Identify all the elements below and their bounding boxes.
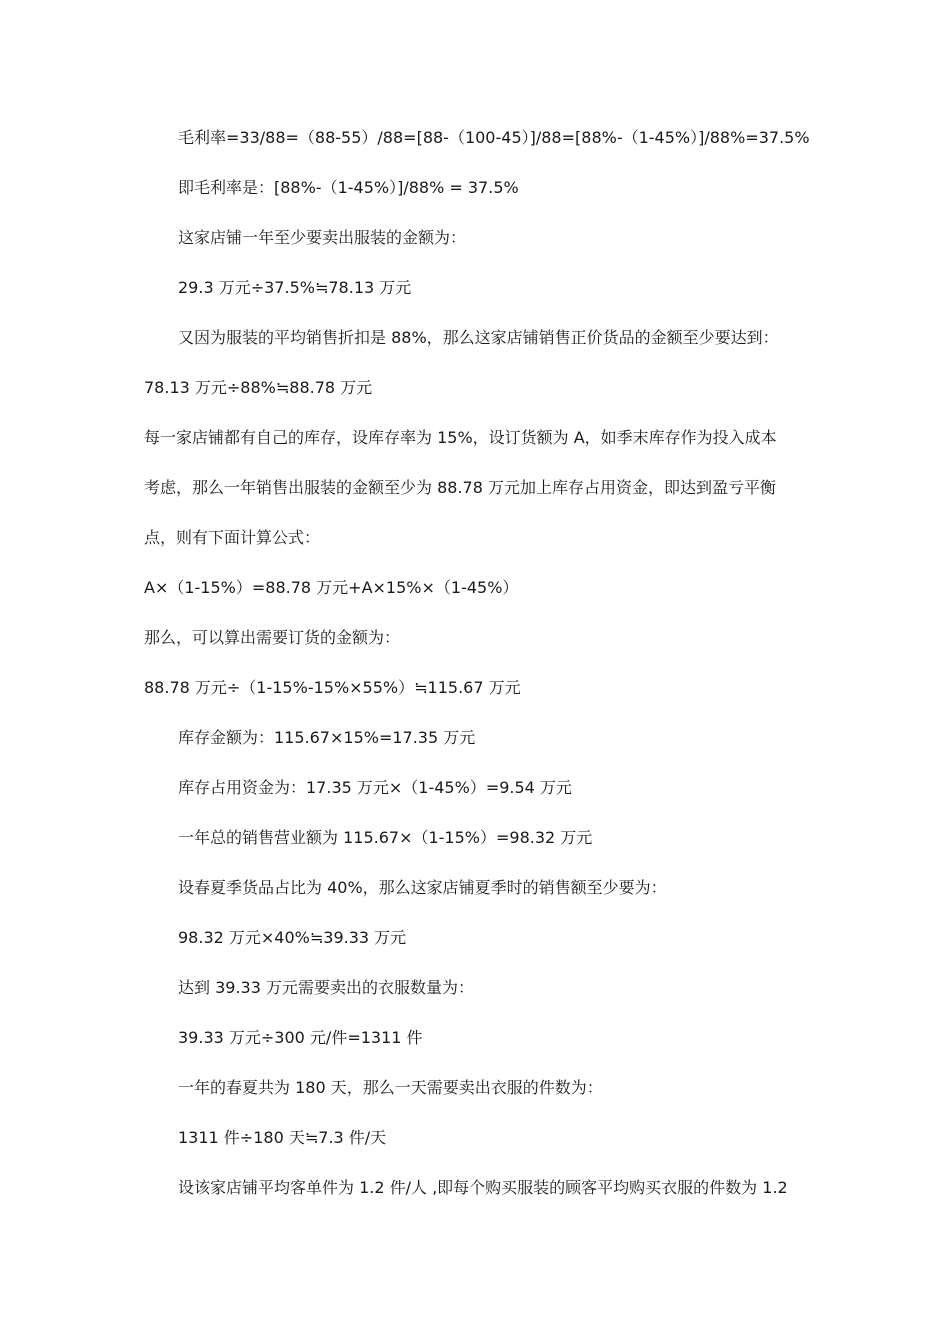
clothing-quantity-heading: 达到 39.33 万元需要卖出的衣服数量为： [178, 978, 474, 997]
inventory-paragraph-line-2: 考虑，那么一年销售出服装的金额至少为 88.78 万元加上库存占用资金，即达到盈亏平衡 [144, 478, 776, 497]
full-price-formula: 78.13 万元÷88%≒88.78 万元 [144, 378, 373, 397]
formula-gross-margin: 毛利率=33/88=（88-55）/88=[88-（100-45）]/88=[88%-（1-45%）]/88%=37.5% [178, 128, 810, 147]
summer-sales-formula: 98.32 万元×40%≒39.33 万元 [178, 928, 407, 947]
inventory-paragraph-line-3: 点，则有下面计算公式： [144, 528, 321, 547]
min-sales-heading: 这家店铺一年至少要卖出服装的金额为： [178, 228, 467, 247]
discount-paragraph: 又因为服装的平均销售折扣是 88%，那么这家店铺销售正价货品的金额至少要达到： [178, 328, 779, 347]
min-sales-formula: 29.3 万元÷37.5%≒78.13 万元 [178, 278, 412, 297]
gross-margin-result: 即毛利率是：[88%-（1-45%）]/88% = 37.5% [178, 178, 519, 197]
inventory-amount: 库存金额为：115.67×15%=17.35 万元 [178, 728, 476, 747]
order-amount-formula: 88.78 万元÷（1-15%-15%×55%）≒115.67 万元 [144, 678, 521, 697]
annual-revenue: 一年总的销售营业额为 115.67×（1-15%）=98.32 万元 [178, 828, 593, 847]
inventory-capital: 库存占用资金为：17.35 万元×（1-45%）=9.54 万元 [178, 778, 572, 797]
items-per-customer: 设该家店铺平均客单件为 1.2 件/人 ,即每个购买服装的顾客平均购买衣服的件数为 1.2 [178, 1178, 788, 1197]
order-amount-heading: 那么，可以算出需要订货的金额为： [144, 628, 401, 647]
break-even-equation: A×（1-15%）=88.78 万元+A×15%×（1-45%） [144, 578, 519, 597]
spring-summer-share: 设春夏季货品占比为 40%，那么这家店铺夏季时的销售额至少要为： [178, 878, 667, 897]
clothing-quantity-formula: 39.33 万元÷300 元/件=1311 件 [178, 1028, 423, 1047]
inventory-paragraph-line-1: 每一家店铺都有自己的库存，设库存率为 15%，设订货额为 A，如季末库存作为投入成本 [144, 428, 777, 447]
daily-quantity-heading: 一年的春夏共为 180 天，那么一天需要卖出衣服的件数为： [178, 1078, 603, 1097]
daily-quantity-formula: 1311 件÷180 天≒7.3 件/天 [178, 1128, 387, 1147]
